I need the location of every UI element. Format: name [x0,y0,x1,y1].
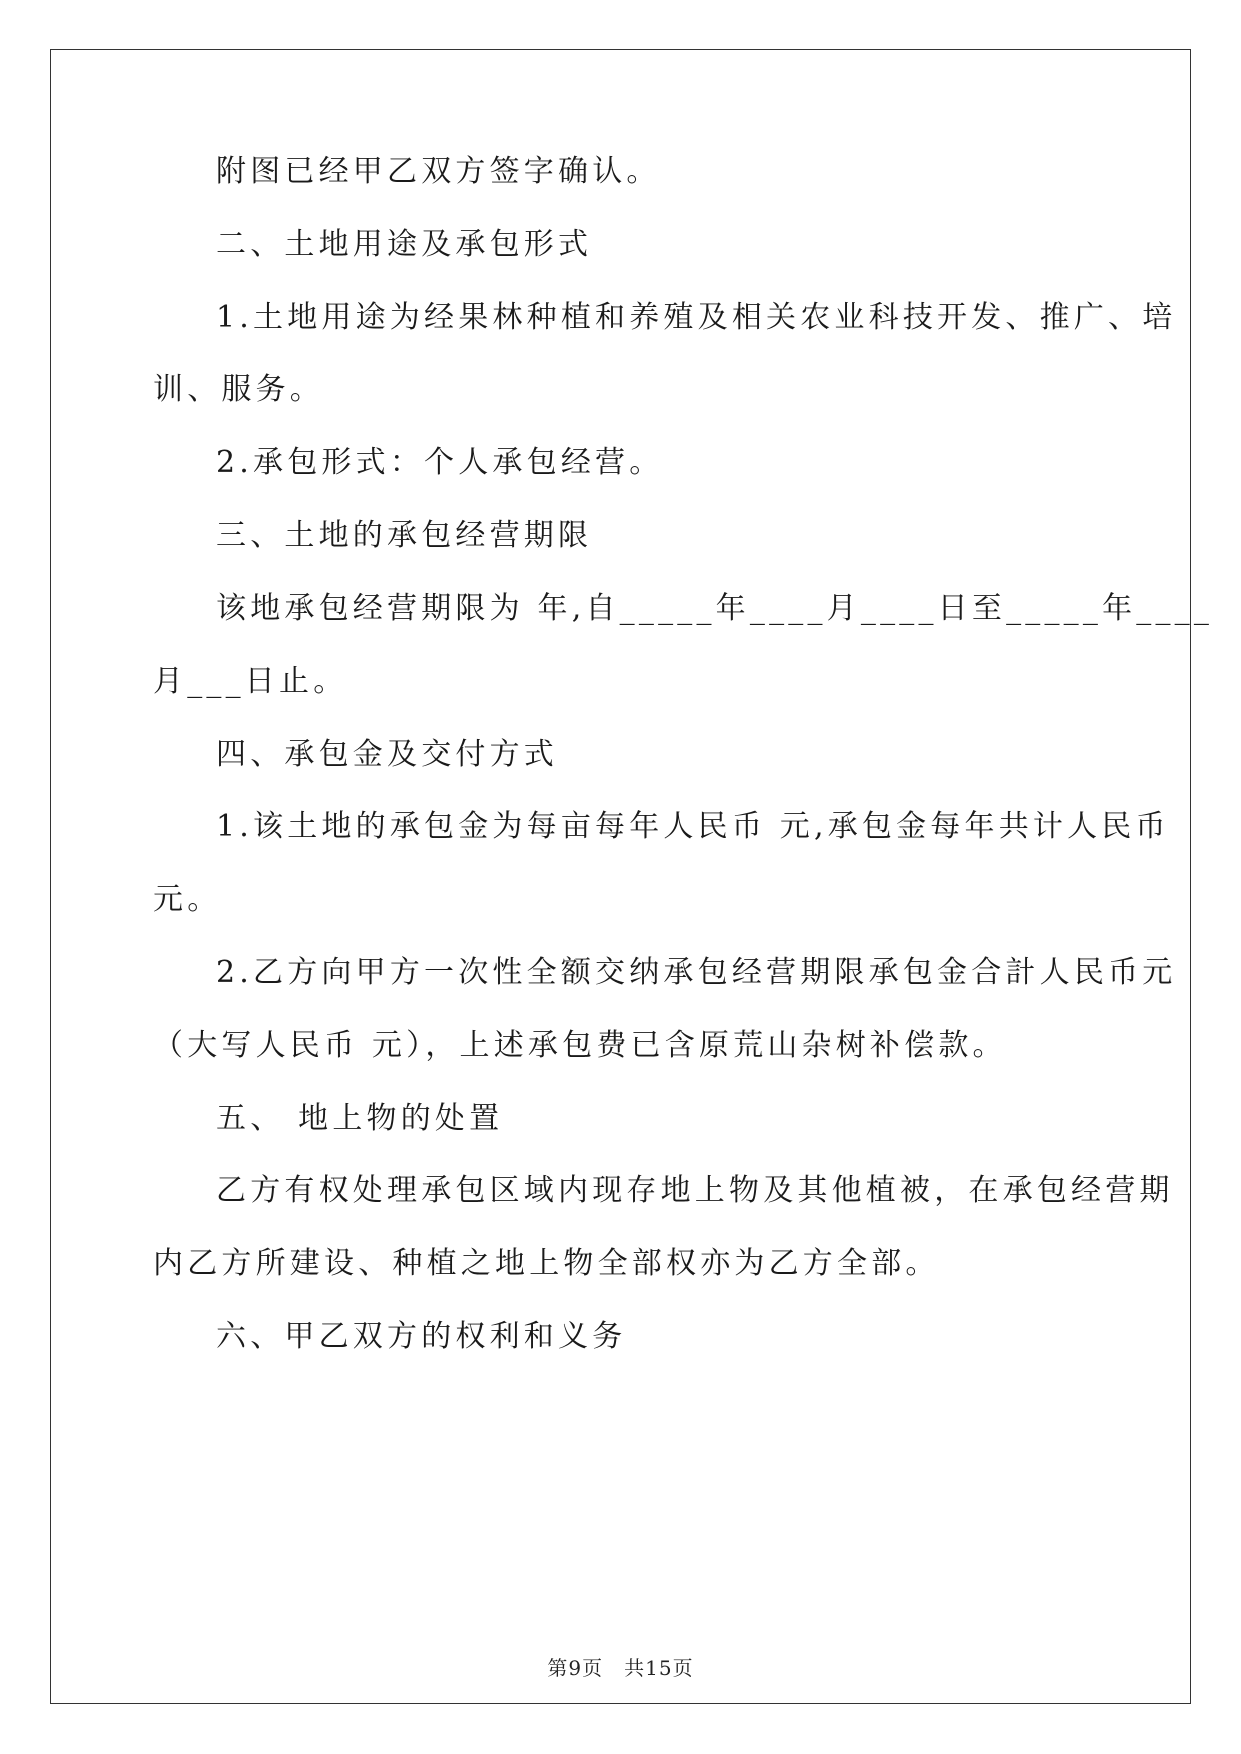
section-heading-4: 四、承包金及交付方式 [216,737,558,772]
paragraph-line: 1.土地用途为经果林种植和养殖及相关农业科技开发、推广、培 [216,300,1177,335]
paragraph-line: 内乙方所建设、种植之地上物全部权亦为乙方全部。 [153,1246,940,1281]
section-heading-5: 五、 地上物的处置 [216,1101,504,1136]
page-number-footer: 第9页 共15页 [547,1656,694,1680]
paragraph-line: 元。 [153,882,222,917]
paragraph-line: （大写人民币 元），上述承包费已含原荒山杂树补偿款。 [153,1028,1007,1063]
paragraph-line: 1.该土地的承包金为每亩每年人民币 元,承包金每年共计人民币 [216,809,1170,844]
section-heading-3: 三、土地的承包经营期限 [216,518,593,553]
paragraph-line: 附图已经甲乙双方签字确认。 [216,154,661,189]
paragraph-line: 月___日止。 [153,664,348,699]
paragraph-line: 训、服务。 [153,372,324,407]
paragraph-line: 2.承包形式：个人承包经营。 [216,445,664,480]
paragraph-line: 2.乙方向甲方一次性全额交纳承包经营期限承包金合計人民币元 [216,955,1177,990]
paragraph-line: 该地承包经营期限为 年,自_____年____月____日至_____年____ [216,591,1214,626]
paragraph-line: 乙方有权处理承包区域内现存地上物及其他植被，在承包经营期 [216,1173,1174,1208]
section-heading-6: 六、甲乙双方的权利和义务 [216,1319,627,1354]
section-heading-2: 二、土地用途及承包形式 [216,227,593,262]
